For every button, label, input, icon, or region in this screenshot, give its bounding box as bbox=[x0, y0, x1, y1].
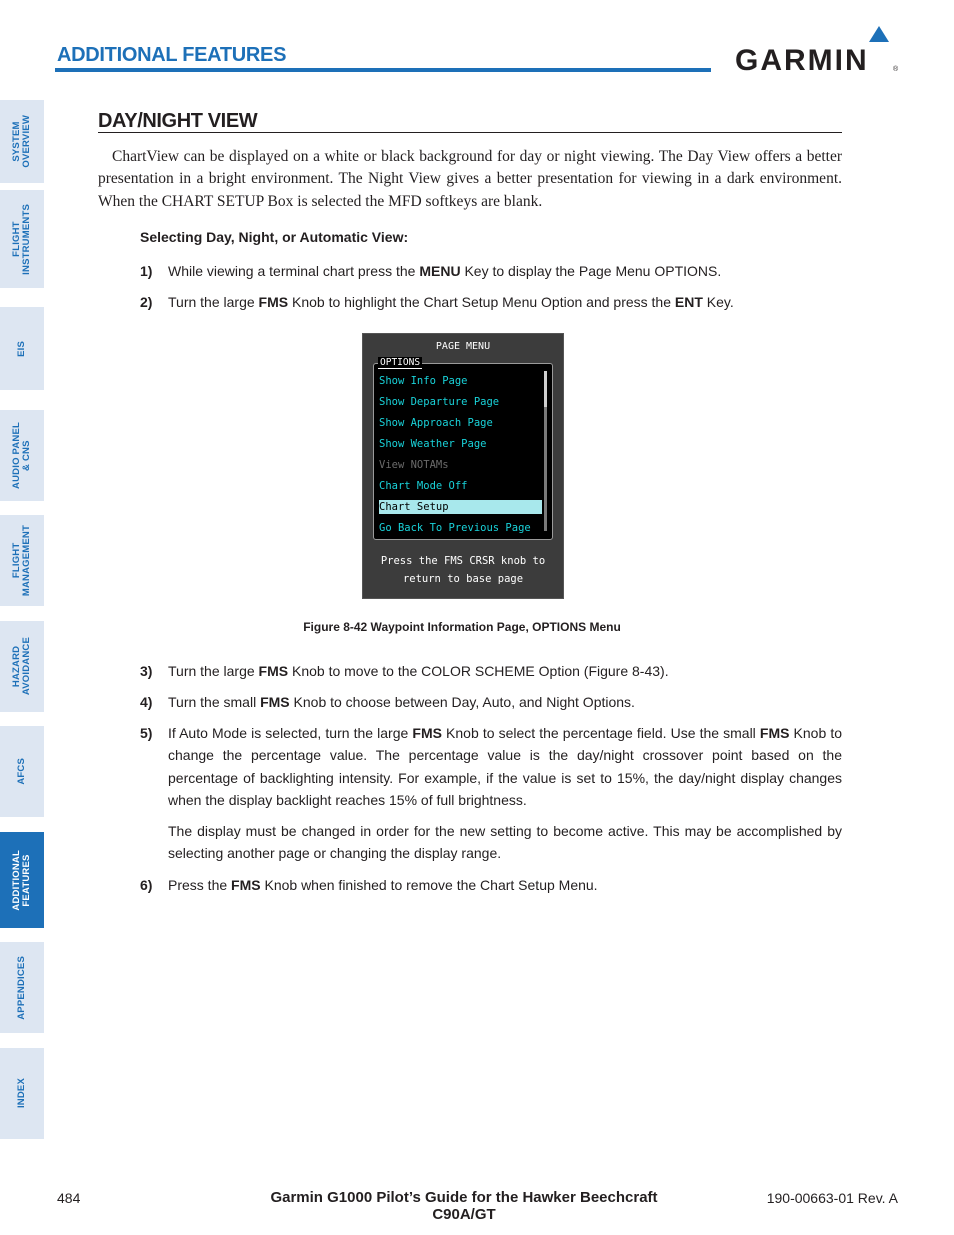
step-text-run: Knob to choose between Day, Auto, and Night Options. bbox=[289, 694, 635, 710]
step-5 bbox=[140, 722, 842, 811]
step-text-run: Key to display the Page Menu OPTIONS. bbox=[460, 263, 722, 279]
step-text-run: Knob to change the percentage value. The percentage value is the day/night crossover point based on the percentage of backlighting intensity. For example, if the value is set to 15%, the day/night display changes when the display backlight reaches 15% of full brightness. bbox=[168, 725, 842, 808]
step-number: 3) bbox=[140, 663, 153, 679]
tab-eis[interactable]: EIS bbox=[0, 307, 44, 390]
tab-flight-management[interactable]: FLIGHT MANAGEMENT bbox=[0, 515, 44, 606]
tab-index[interactable]: INDEX bbox=[0, 1048, 44, 1139]
step-number: 1) bbox=[140, 263, 153, 279]
menu-item-chart-setup[interactable]: Chart Setup bbox=[378, 500, 548, 521]
garmin-logo bbox=[735, 26, 900, 76]
key-name: MENU bbox=[419, 263, 461, 279]
intro-paragraph: ChartView can be displayed on a white or black background for day or night viewing. The Day View offers a better presentation in a bright environment. The Night View gives a better presentation for viewing in a dark environment. When the CHART SETUP Box is selected the MFD softkeys are blank. bbox=[98, 148, 842, 210]
procedure-heading: Selecting Day, Night, or Automatic View: bbox=[140, 229, 409, 245]
key-name: FMS bbox=[258, 663, 289, 679]
key-name: ENT bbox=[674, 294, 703, 310]
logo-registered-mark: ® bbox=[893, 66, 899, 73]
menu-item-chart-mode-off[interactable]: Chart Mode Off bbox=[379, 480, 468, 492]
key-name: FMS bbox=[260, 694, 290, 710]
step-text-run: Knob to move to the COLOR SCHEME Option (Figure 8-43). bbox=[288, 663, 669, 679]
step-number: 4) bbox=[140, 694, 153, 710]
step-text-run: Press the bbox=[168, 877, 232, 893]
step-text bbox=[168, 874, 842, 896]
step-text bbox=[168, 660, 842, 682]
footer-title: Garmin G1000 Pilot’s Guide for the Hawker Beechcraft C90A/GT bbox=[270, 1189, 658, 1223]
footer-revision: 190-00663-01 Rev. A bbox=[766, 1190, 898, 1206]
figure-caption: Figure 8-42 Waypoint Information Page, OPTIONS Menu bbox=[303, 620, 621, 634]
step-number: 2) bbox=[140, 294, 153, 310]
mfd-options-list bbox=[378, 374, 548, 542]
menu-item-show-approach-page[interactable]: Show Approach Page bbox=[379, 417, 493, 429]
tab-audio-panel-cns[interactable]: AUDIO PANEL & CNS bbox=[0, 410, 44, 501]
step-6 bbox=[140, 874, 842, 896]
step-text-run: Knob to select the percentage field. Use the small bbox=[441, 725, 760, 741]
logo-wordmark: GARMIN bbox=[735, 44, 869, 77]
step-text-run: Knob to highlight the Chart Setup Menu Option and press the bbox=[288, 294, 675, 310]
step-text bbox=[168, 260, 842, 282]
key-name: FMS bbox=[231, 877, 261, 893]
section-title: ADDITIONAL FEATURES bbox=[57, 44, 287, 66]
tab-afcs[interactable]: AFCS bbox=[0, 726, 44, 817]
step-text bbox=[168, 691, 842, 713]
heading-rule bbox=[98, 132, 842, 133]
step-2 bbox=[140, 291, 842, 313]
tab-system-overview[interactable]: SYSTEM OVERVIEW bbox=[0, 100, 44, 183]
menu-item-go-back[interactable]: Go Back To Previous Page bbox=[379, 522, 531, 534]
step-text-run: Turn the large bbox=[168, 294, 259, 310]
step-4 bbox=[140, 691, 842, 713]
logo-triangle-icon bbox=[869, 26, 889, 42]
step-1 bbox=[140, 260, 842, 282]
page-heading: DAY/NIGHT VIEW bbox=[98, 110, 258, 132]
step-number: 5) bbox=[140, 725, 153, 741]
tab-appendices[interactable]: APPENDICES bbox=[0, 942, 44, 1033]
step-text bbox=[168, 291, 842, 313]
step-text-run: Turn the large bbox=[168, 663, 259, 679]
tab-additional-features[interactable]: ADDITIONAL FEATURES bbox=[0, 832, 44, 928]
key-name: FMS bbox=[759, 725, 790, 741]
mfd-hint-text: Press the FMS CRSR knob to return to base page bbox=[380, 555, 546, 585]
step-text-run: Turn the small bbox=[168, 694, 261, 710]
step-3 bbox=[140, 660, 842, 682]
tab-flight-instruments[interactable]: FLIGHT INSTRUMENTS bbox=[0, 190, 44, 288]
step-text-run: Key. bbox=[702, 294, 734, 310]
chapter-tabs bbox=[0, 0, 45, 1235]
tab-hazard-avoidance[interactable]: HAZARD AVOIDANCE bbox=[0, 621, 44, 712]
mfd-page-menu-figure bbox=[362, 333, 564, 599]
menu-item-show-departure-page[interactable]: Show Departure Page bbox=[379, 396, 500, 408]
step-number: 6) bbox=[140, 877, 153, 893]
step-text bbox=[168, 722, 842, 811]
menu-item-show-weather-page[interactable]: Show Weather Page bbox=[379, 438, 487, 450]
step-text-run: While viewing a terminal chart press the bbox=[168, 263, 420, 279]
mfd-menu-title: PAGE MENU bbox=[435, 341, 491, 352]
header-rule bbox=[55, 68, 711, 72]
mfd-options-label: OPTIONS bbox=[380, 357, 421, 368]
menu-item-view-notams: View NOTAMs bbox=[379, 459, 449, 471]
step-5-note: The display must be changed in order for the new setting to become active. This may be accomplished by selecting another page or changing the display range. bbox=[168, 823, 842, 862]
step-text-run: Knob when finished to remove the Chart Setup Menu. bbox=[260, 877, 598, 893]
page-number: 484 bbox=[57, 1190, 81, 1206]
menu-item-show-info-page[interactable]: Show Info Page bbox=[379, 375, 468, 387]
key-name: FMS bbox=[412, 725, 442, 741]
step-text-run: If Auto Mode is selected, turn the large bbox=[168, 725, 413, 741]
key-name: FMS bbox=[258, 294, 289, 310]
